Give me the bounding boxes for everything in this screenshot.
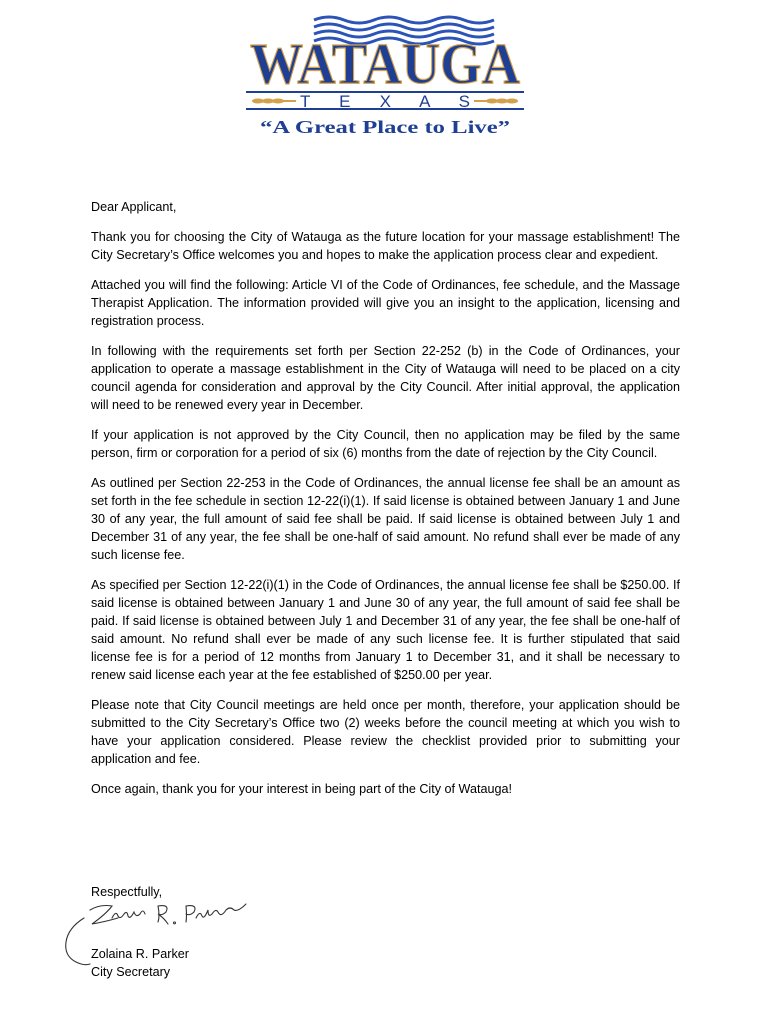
logo-tagline: “A Great Place to Live” [260,117,510,137]
paragraph: Attached you will find the following: Article VI of the Code of Ordinances, fee schedule, and the Massage Therapist Application. The information provided will give you an insight to the application, licensing and registration process. [91,278,680,328]
closing: Respectfully, [91,885,163,899]
paragraph: In following with the requirements set forth per Section 22-252 (b) in the Code of Ordinances, your application to operate a massage establishment in the City of Watauga will need to be placed on a city council agenda for consideration and approval by the City Council. After initial approval, the application will need to be renewed every year in December. [91,344,680,412]
paragraph: As outlined per Section 22-253 in the Code of Ordinances, the annual license fee shall be an amount as set forth in the fee schedule in section 12-22(i)(1). If said license is obtained between January 1 and June 30 of any year, the full amount of said fee shall be paid. If said license is obtained between July 1 and December 31 of any year, the fee shall be one-half of said amount. No refund shall ever be made of any such license fee. [91,476,680,562]
paragraph: Once again, thank you for your interest in being part of the City of Watauga! [91,782,512,796]
signer-name: Zolaina R. Parker [91,947,189,961]
salutation: Dear Applicant, [91,200,177,214]
logo-state: T E X A S [300,92,470,111]
wheat-icon [474,99,518,104]
watauga-logo [244,12,526,144]
signer-title: City Secretary [91,965,171,979]
paragraph: If your application is not approved by the City Council, then no application may be filed by the same person, firm or corporation for a period of six (6) months from the date of rejection by the City Council. [91,428,680,460]
logo-name: WATAUGA [250,31,521,96]
wheat-icon [252,99,296,104]
paragraph: Thank you for choosing the City of Watauga as the future location for your massage establishment! The City Secretary’s Office welcomes you and hopes to make the application process clear and expedient. [91,230,680,262]
letter-body [91,198,680,810]
paragraph: Please note that City Council meetings are held once per month, therefore, your application should be submitted to the City Secretary’s Office two (2) weeks before the council meeting at which you wish to have your application considered. Please review the checklist provided prior to submitting your application and fee. [91,698,680,766]
paragraph: As specified per Section 12-22(i)(1) in the Code of Ordinances, the annual license fee shall be $250.00. If said license is obtained between January 1 and June 30 of any year, the full amount of said fee shall be paid. If said license is obtained between July 1 and December 31 of any year, the fee shall be one-half of said amount. No refund shall ever be made of any such license fee. It is further stipulated that said license fee is for a period of 12 months from January 1 to December 31, and it shall be necessary to renew said license each year at the fee established of $250.00 per year. [91,578,680,682]
